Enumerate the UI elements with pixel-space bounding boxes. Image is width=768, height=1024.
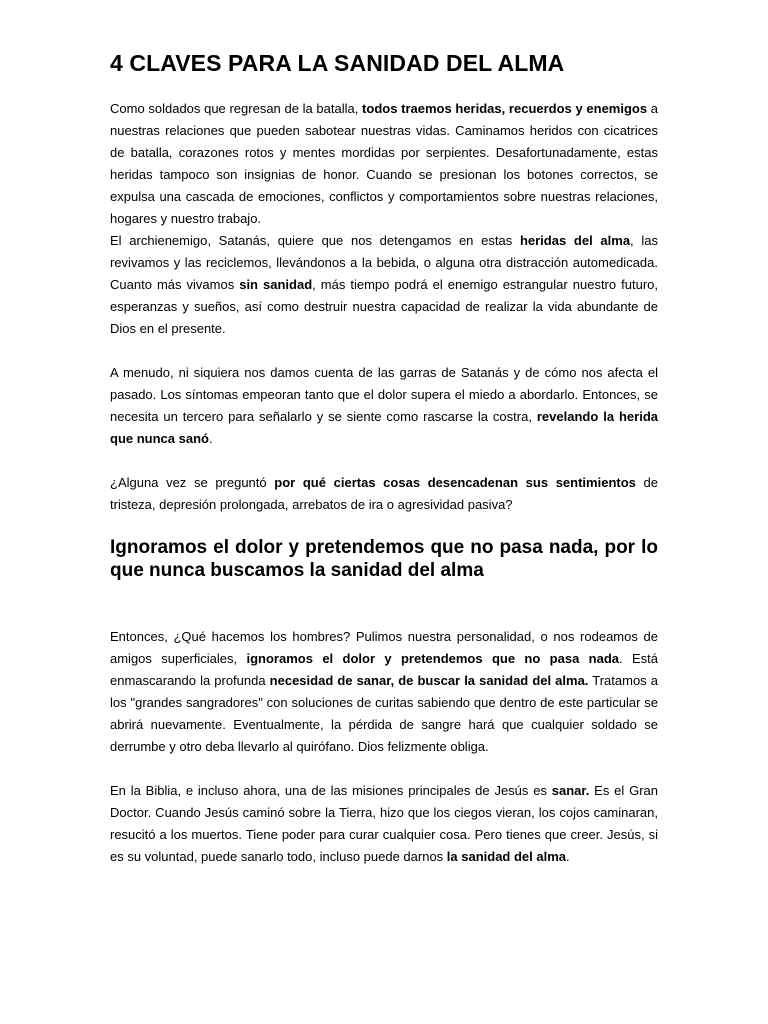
paragraph-text: a nuestras relaciones que pueden sabotear nuestras vidas. Caminamos heridos con cicatrices de batalla, corazones rotos y mentes mordidas por serpientes. Desafortunadamente, estas heridas tampoco son insignias de honor. Cuando se presionan los botones correctos, se expulsa una cascada de emociones, conflictos y comportamientos sobre nuestras relaciones, hogares y nuestro trabajo. xyxy=(110,101,659,226)
paragraph-text: ¿Alguna vez se preguntó xyxy=(110,475,275,490)
paragraph-bold-text: heridas del alma xyxy=(519,233,631,248)
paragraph-bold-text: la sanidad del alma xyxy=(446,849,567,864)
paragraph-1 xyxy=(110,98,658,230)
paragraph-text: . xyxy=(208,431,213,446)
paragraph-text: En la Biblia, e incluso ahora, una de las misiones principales de Jesús es xyxy=(110,783,552,798)
paragraph-text: Tratamos a los "grandes sangradores" con soluciones de curitas sabiendo que dentro de este particular se abrirá nuevamente. Eventualmente, la pérdida de sangre hará que cualquier soldado se derrumbe y otro deba llevarlo al quirófano. Dios felizmente obliga. xyxy=(110,673,658,754)
paragraph-bold-text: por qué ciertas cosas desencadenan sus sentimientos xyxy=(274,475,636,490)
paragraph-text: El archienemigo, Satanás, quiere que nos detengamos en estas xyxy=(110,233,520,248)
paragraph-bold-text: todos traemos heridas, recuerdos y enemigos xyxy=(362,101,648,116)
paragraph-text: Como soldados que regresan de la batalla, xyxy=(110,101,363,116)
document-page xyxy=(110,48,658,868)
paragraph-text: de tristeza, depresión prolongada, arrebatos de ira o agresividad pasiva? xyxy=(110,475,658,512)
paragraph-bold-text: sin sanidad xyxy=(239,277,313,292)
paragraph-bold-text: sanar. xyxy=(551,783,590,798)
paragraph-4 xyxy=(110,472,658,516)
paragraph-text: , las revivamos y las reciclemos, llevándonos a la bebida, o alguna otra distracción automedicada. Cuanto más vivamos xyxy=(110,233,659,292)
section-heading: Ignoramos el dolor y pretendemos que no pasa nada, por lo que nunca buscamos la sanidad del alma xyxy=(110,537,658,581)
paragraph-6 xyxy=(110,780,658,868)
paragraph-3 xyxy=(110,362,658,450)
paragraph-bold-text: ignoramos el dolor y pretendemos que no pasa nada xyxy=(246,651,619,666)
paragraph-2 xyxy=(110,230,658,340)
paragraph-text: Es el Gran Doctor. Cuando Jesús caminó sobre la Tierra, hizo que los ciegos vieran, los cojos caminaran, resucitó a los muertos. Tiene poder para curar cualquier cosa. Pero tienes que creer. Jesús, si es su voluntad, puede sanarlo todo, incluso puede darnos xyxy=(110,783,658,864)
paragraph-text: Entonces, ¿Qué hacemos los hombres? Pulimos nuestra personalidad, o nos rodeamos de amigos superficiales, xyxy=(110,629,658,666)
paragraph-text: . xyxy=(566,849,570,864)
paragraph-text: A menudo, ni siquiera nos damos cuenta de las garras de Satanás y de cómo nos afecta el pasado. Los síntomas empeoran tanto que el dolor supera el miedo a abordarlo. Entonces, se necesita un tercero para señalarlo y se siente como rascarse la costra, xyxy=(110,365,658,424)
paragraph-text: , más tiempo podrá el enemigo estrangular nuestro futuro, esperanzas y sueños, así como destruir nuestra capacidad de realizar la vida abundante de Dios en el presente. xyxy=(110,277,658,336)
paragraph-bold-text: necesidad de sanar, de buscar la sanidad del alma. xyxy=(269,673,589,688)
paragraph-bold-text: revelando la herida que nunca sanó xyxy=(110,409,658,446)
paragraph-text: . Está enmascarando la profunda xyxy=(110,651,658,688)
paragraph-5 xyxy=(110,626,658,758)
page-title: 4 CLAVES PARA LA SANIDAD DEL ALMA xyxy=(110,50,565,76)
